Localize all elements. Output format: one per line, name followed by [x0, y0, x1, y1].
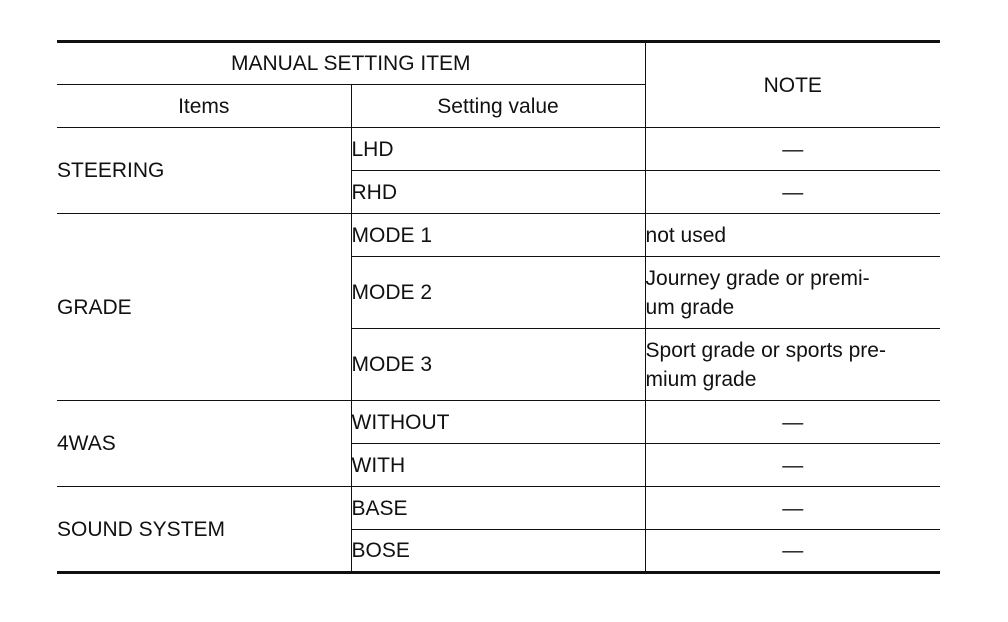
header-setting-value: Setting value [351, 85, 645, 128]
note-dash: — [645, 487, 940, 530]
setting-value: LHD [351, 128, 645, 171]
setting-value: BOSE [351, 530, 645, 573]
table-row [57, 128, 940, 171]
note-dash: — [645, 444, 940, 487]
setting-value: MODE 3 [351, 329, 645, 401]
table-row [57, 214, 940, 257]
note-dash: — [645, 171, 940, 214]
header-manual-setting-item: MANUAL SETTING ITEM [57, 42, 645, 85]
table-row [57, 401, 940, 444]
note-dash: — [645, 128, 940, 171]
header-items: Items [57, 85, 351, 128]
item-sound-system: SOUND SYSTEM [57, 487, 351, 573]
manual-setting-table [57, 40, 940, 574]
note-dash: — [645, 401, 940, 444]
note-dash: — [645, 530, 940, 573]
setting-value: MODE 1 [351, 214, 645, 257]
setting-value: BASE [351, 487, 645, 530]
header-note: NOTE [645, 42, 940, 128]
setting-value: WITHOUT [351, 401, 645, 444]
table-row [57, 487, 940, 530]
note-text: Journey grade or premi- um grade [645, 257, 940, 329]
item-4was: 4WAS [57, 401, 351, 487]
setting-value: RHD [351, 171, 645, 214]
setting-value: MODE 2 [351, 257, 645, 329]
note-text: Sport grade or sports pre- mium grade [645, 329, 940, 401]
item-steering: STEERING [57, 128, 351, 214]
setting-value: WITH [351, 444, 645, 487]
note-text: not used [645, 214, 940, 257]
item-grade: GRADE [57, 214, 351, 401]
